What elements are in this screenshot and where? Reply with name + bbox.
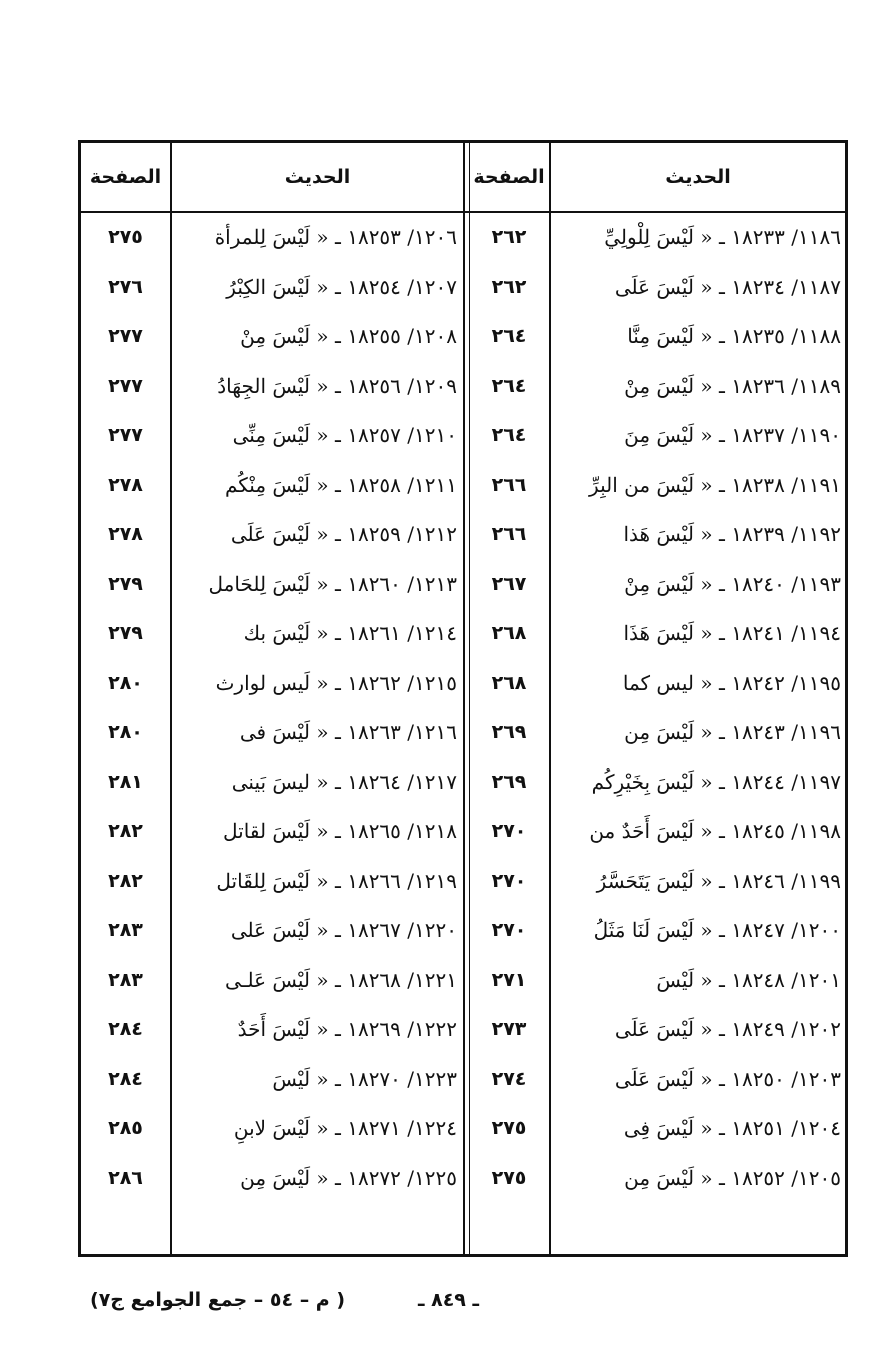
page-number-cell: ٢٧٩ <box>108 622 143 644</box>
hadith-entry: ١٢١٧/ ١٨٢٦٤ ـ « ليسَ بَينى <box>231 770 457 794</box>
page-number-cell: ٢٦٢ <box>491 276 527 298</box>
page-number-cell: ٢٧٧ <box>108 424 143 446</box>
header-page-left: الصفحة <box>89 166 162 188</box>
hadith-entry: ١٢٠٨/ ١٨٢٥٥ ـ « لَيْسَ مِنْ <box>240 324 457 348</box>
hadith-entry: ١١٩٨/ ١٨٢٤٥ ـ « لَيْسَ أَحَدٌ من <box>589 819 841 843</box>
hadith-entry: ١١٩٩/ ١٨٢٤٦ ـ « لَيْسَ يَتَحَسَّرُ <box>596 869 841 893</box>
page-number-cell: ٢٧٦ <box>108 276 143 298</box>
page-number-cell: ٢٨٤ <box>108 1068 143 1090</box>
page-number-cell: ٢٧٨ <box>108 474 143 496</box>
page-number: ـ ٨٤٩ ـ <box>418 1289 480 1311</box>
hadith-entry: ١٢١٢/ ١٨٢٥٩ ـ « لَيْسَ عَلَى <box>230 522 457 546</box>
hadith-entry: ١٢١٣/ ١٨٢٦٠ ـ « لَيْسَ لِلحَامل <box>208 572 457 596</box>
page-number-cell: ٢٦٨ <box>491 672 527 694</box>
page-number-cell: ٢٧٨ <box>108 523 143 545</box>
header-page-right: الصفحة <box>473 166 545 188</box>
hadith-entry: ١٢٠٥/ ١٨٢٥٢ ـ « لَيْسَ مِن <box>624 1166 841 1190</box>
hadith-entry: ١٢٠٣/ ١٨٢٥٠ ـ « لَيْسَ عَلَى <box>614 1067 841 1091</box>
page-number-cell: ٢٦٢ <box>491 226 527 248</box>
page-number-cell: ٢٧٤ <box>491 1068 527 1090</box>
page-number-cell: ٢٦٦ <box>491 474 527 496</box>
hadith-entry: ١١٩٥/ ١٨٢٤٢ ـ « ليس كما <box>622 671 841 695</box>
page-number-cell: ٢٧٥ <box>491 1167 527 1189</box>
page-number-cell: ٢٧٠ <box>491 820 527 842</box>
hadith-entry: ١٢٠٩/ ١٨٢٥٦ ـ « لَيْسَ الجِهَادُ <box>217 374 457 398</box>
page-number-cell: ٢٦٤ <box>491 325 527 347</box>
page-number-cell: ٢٨٤ <box>108 1018 143 1040</box>
page-number-cell: ٢٨٢ <box>108 820 143 842</box>
hadith-entry: ١١٨٨/ ١٨٢٣٥ ـ « لَيْسَ مِنَّا <box>627 324 841 348</box>
page-number-cell: ٢٦٧ <box>491 573 527 595</box>
hadith-entry: ١١٩٠/ ١٨٢٣٧ ـ « لَيْسَ مِنَ <box>624 423 841 447</box>
hadith-entry: ١١٨٩/ ١٨٢٣٦ ـ « لَيْسَ مِنْ <box>624 374 841 398</box>
page-number-cell: ٢٨٣ <box>108 919 143 941</box>
hadith-entry: ١٢٢١/ ١٨٢٦٨ ـ « لَيْسَ عَلـى <box>224 968 457 992</box>
header-hadith-left: الحديث <box>284 166 351 188</box>
hadith-entry: ١٢٢٢/ ١٨٢٦٩ ـ « لَيْسَ أَحَدٌ <box>237 1017 457 1041</box>
page-number-cell: ٢٦٩ <box>491 721 527 743</box>
page-number-cell: ٢٧٠ <box>491 919 527 941</box>
hadith-entry: ١٢٠٠/ ١٨٢٤٧ ـ « لَيْسَ لَنَا مَثَلُ <box>593 918 841 942</box>
hadith-entry: ١٢١٤/ ١٨٢٦١ ـ « لَيْسَ بك <box>243 621 457 645</box>
source-reference: ( م – ٥٤ – جمع الجوامع ج٧) <box>90 1289 346 1311</box>
hadith-entry: ١١٨٧/ ١٨٢٣٤ ـ « لَيْسَ عَلَى <box>614 275 841 299</box>
hadith-entry: ١٢٠٢/ ١٨٢٤٩ ـ « لَيْسَ عَلَى <box>614 1017 841 1041</box>
page-number-cell: ٢٦٦ <box>491 523 527 545</box>
page-number-cell: ٢٨٥ <box>108 1117 143 1139</box>
page-number-cell: ٢٨٠ <box>108 721 143 743</box>
hadith-entry: ١١٩١/ ١٨٢٣٨ ـ « لَيْسَ من البِرِّ <box>589 473 841 497</box>
hadith-entry: ١٢١٩/ ١٨٢٦٦ ـ « لَيْسَ لِلقَاتل <box>216 869 457 893</box>
page-number-cell: ٢٨٠ <box>108 672 143 694</box>
hadith-entry: ١٢٠١/ ١٨٢٤٨ ـ « لَيْسَ <box>656 968 841 992</box>
hadith-entry: ١١٩٤/ ١٨٢٤١ ـ « لَيْسَ هَذَا <box>623 621 841 645</box>
hadith-entry: ١١٩٢/ ١٨٢٣٩ ـ « لَيْسَ هَذا <box>623 522 841 546</box>
hadith-entry: ١٢١١/ ١٨٢٥٨ ـ « لَيْسَ مِنْكُم <box>224 473 457 497</box>
hadith-entry: ١١٨٦/ ١٨٢٣٣ ـ « لَيْسَ لِلْولِيِّ <box>604 225 841 249</box>
page-number-cell: ٢٨٦ <box>108 1167 143 1189</box>
page-number-cell: ٢٧٧ <box>108 375 143 397</box>
col-divider-right <box>549 143 551 1254</box>
header-hadith-right: الحديث <box>665 166 731 188</box>
page-number-cell: ٢٧٣ <box>491 1018 527 1040</box>
page-number-cell: ٢٦٨ <box>491 622 527 644</box>
page-number-cell: ٢٧٠ <box>491 870 527 892</box>
hadith-entry: ١٢٢٥/ ١٨٢٧٢ ـ « لَيْسَ مِن <box>240 1166 457 1190</box>
col-divider-left <box>170 143 172 1254</box>
hadith-entry: ١٢٠٤/ ١٨٢٥١ ـ « لَيْسَ فِى <box>623 1116 841 1140</box>
page-number-cell: ٢٧٥ <box>108 226 143 248</box>
page-number-cell: ٢٦٤ <box>491 424 527 446</box>
hadith-entry: ١١٩٦/ ١٨٢٤٣ ـ « لَيْسَ مِن <box>624 720 841 744</box>
hadith-entry: ١٢١٨/ ١٨٢٦٥ ـ « لَيْسَ لقاتل <box>223 819 457 843</box>
page-number-cell: ٢٦٤ <box>491 375 527 397</box>
page-number-cell: ٢٧٥ <box>491 1117 527 1139</box>
page-number-cell: ٢٨٢ <box>108 870 143 892</box>
page-number-cell: ٢٨١ <box>108 771 143 793</box>
hadith-entry: ١٢١٠/ ١٨٢٥٧ ـ « لَيْسَ مِنِّى <box>232 423 457 447</box>
hadith-entry: ١٢٢٠/ ١٨٢٦٧ ـ « لَيْسَ عَلى <box>230 918 457 942</box>
hadith-entry: ١١٩٣/ ١٨٢٤٠ ـ « لَيْسَ مِنْ <box>624 572 841 596</box>
page-number-cell: ٢٧٧ <box>108 325 143 347</box>
hadith-entry: ١٢٢٣/ ١٨٢٧٠ ـ « لَيْسَ <box>272 1067 457 1091</box>
page-number-cell: ٢٨٣ <box>108 969 143 991</box>
hadith-entry: ١٢٠٧/ ١٨٢٥٤ ـ « لَيْسَ الكِبْرُ <box>226 275 457 299</box>
hadith-entry: ١٢٢٤/ ١٨٢٧١ ـ « لَيْسَ لابنِ <box>233 1116 457 1140</box>
hadith-entry: ١٢١٦/ ١٨٢٦٣ ـ « لَيْسَ فى <box>239 720 457 744</box>
page-number-cell: ٢٧٩ <box>108 573 143 595</box>
index-table <box>78 140 848 1257</box>
hadith-entry: ١٢١٥/ ١٨٢٦٢ ـ « لَيس لوارث <box>215 671 457 695</box>
page-number-cell: ٢٦٩ <box>491 771 527 793</box>
hadith-entry: ١١٩٧/ ١٨٢٤٤ ـ « لَيْسَ بِخَيْرِكُم <box>591 770 841 794</box>
hadith-entry: ١٢٠٦/ ١٨٢٥٣ ـ « لَيْسَ لِلمرأة <box>214 225 457 249</box>
page-number-cell: ٢٧١ <box>491 969 527 991</box>
